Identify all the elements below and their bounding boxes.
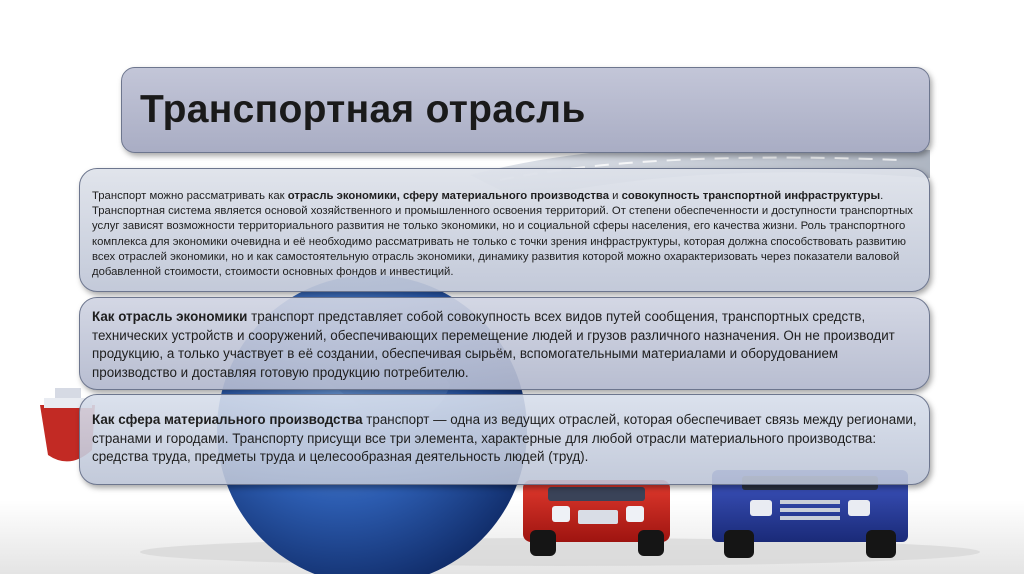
text-block-overview [79,168,930,292]
production-bold: Как сфера материального производства [92,412,363,427]
text-block-material-production [79,394,930,485]
overview-intro: Транспорт можно рассматривать как [92,190,288,202]
slide-title: Транспортная отрасль [140,88,586,131]
overview-mid: и [608,190,622,202]
economy-paragraph [92,308,917,382]
text-block-economy-sector [79,297,930,390]
overview-bold-2: совокупность транспортной инфраструктуры [621,190,881,202]
production-paragraph [92,411,917,467]
overview-paragraph [92,189,917,280]
title-panel [121,67,930,153]
economy-rest: транспорт представляет собой совокупность всех видов путей сообщения, транспортных средств, технических устройств и сооружений, обеспечивающих перемещение людей и грузов различного назначения. Он не производит продукцию, а только участвует в её создании, обеспечивая сырьём, вспомогательными материалами и оборудованием производство и доставляя готовую продукцию потребителю. [92,309,895,380]
overview-rest: . Транспортная система является основой хозяйственного и промышленного освоения территорий. От степени обеспеченности и доступности транспортных услуг зависят возможности территориального развития не только экономики, но и социальной сферы населения, его качества жизни. Роль транспортного комплекса для экономики очевидна и её необходимо рассматривать не только с точки зрения инфраструктуры, которая должна способствовать развитию всех отраслей экономики, но и как самостоятельную отрасль экономики, динамику развития которой можно охарактеризовать через показатели валовой добавленной стоимости, стоимости основных фондов и инвестиций. [92,190,913,279]
overview-bold-1: отрасль экономики, сферу материального производства [287,190,609,202]
production-rest: транспорт — одна из ведущих отраслей, которая обеспечивает связь между регионами, странами и городами. Транспорту присущи все три элемента, характерные для любой отрасли материального производства: средства труда, предметы труда и целесообразная деятельность людей (труд). [92,412,917,464]
economy-bold: Как отрасль экономики [92,309,248,324]
